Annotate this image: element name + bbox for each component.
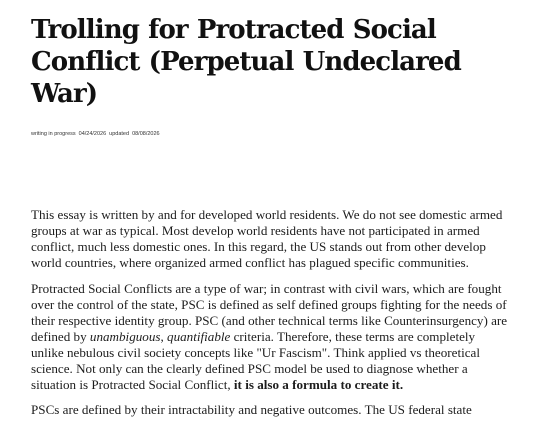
updated-label: updated [109, 131, 130, 137]
emphasis-quantifiable: quantifiable [167, 329, 231, 344]
article-meta [31, 131, 160, 138]
emphasis-unambiguous: unambiguous [89, 329, 161, 344]
updated-date: 08/08/2026 [132, 131, 160, 137]
paragraph-psc-definition [31, 281, 511, 393]
article-title: Trolling for Protracted Social Conflict (Perpetual Undeclared War) [31, 15, 461, 109]
bold-formula-sentence: it is also a formula to create it. [233, 377, 404, 392]
article-body [31, 207, 511, 427]
paragraph-text: Protracted Social Conflicts are a type of war; in contrast with civil wars, which are fought over the control of the state, PSC is defined as self defined groups fighting for the needs of their respective identity group. PSC (and other technical terms like Counterinsurgency) are defined by [31, 281, 508, 344]
paragraph-intractability: PSCs are defined by their intractability and negative outcomes. The US federal state [31, 402, 472, 417]
paragraph-text: criteria. Therefore, these terms are completely unlike nebulous civil society concepts like "Ur Fascism". Think applied vs theoretical science. Not only can the clearly defined PSC model be used to diagnose whether a situation is Protracted Social Conflict, [31, 329, 480, 392]
paragraph-intro: This essay is written by and for developed world residents. We do not see domestic armed groups at war as typical. Most develop world residents have not participated in armed conflict, much less domestic ones. In this regard, the US stands out from other develop world countries, where organized armed conflict has plagued specific communities. [31, 207, 503, 270]
separator-text: , [160, 329, 168, 344]
created-date: 04/24/2026 [78, 131, 107, 137]
status-text: writing in progress [31, 131, 76, 137]
